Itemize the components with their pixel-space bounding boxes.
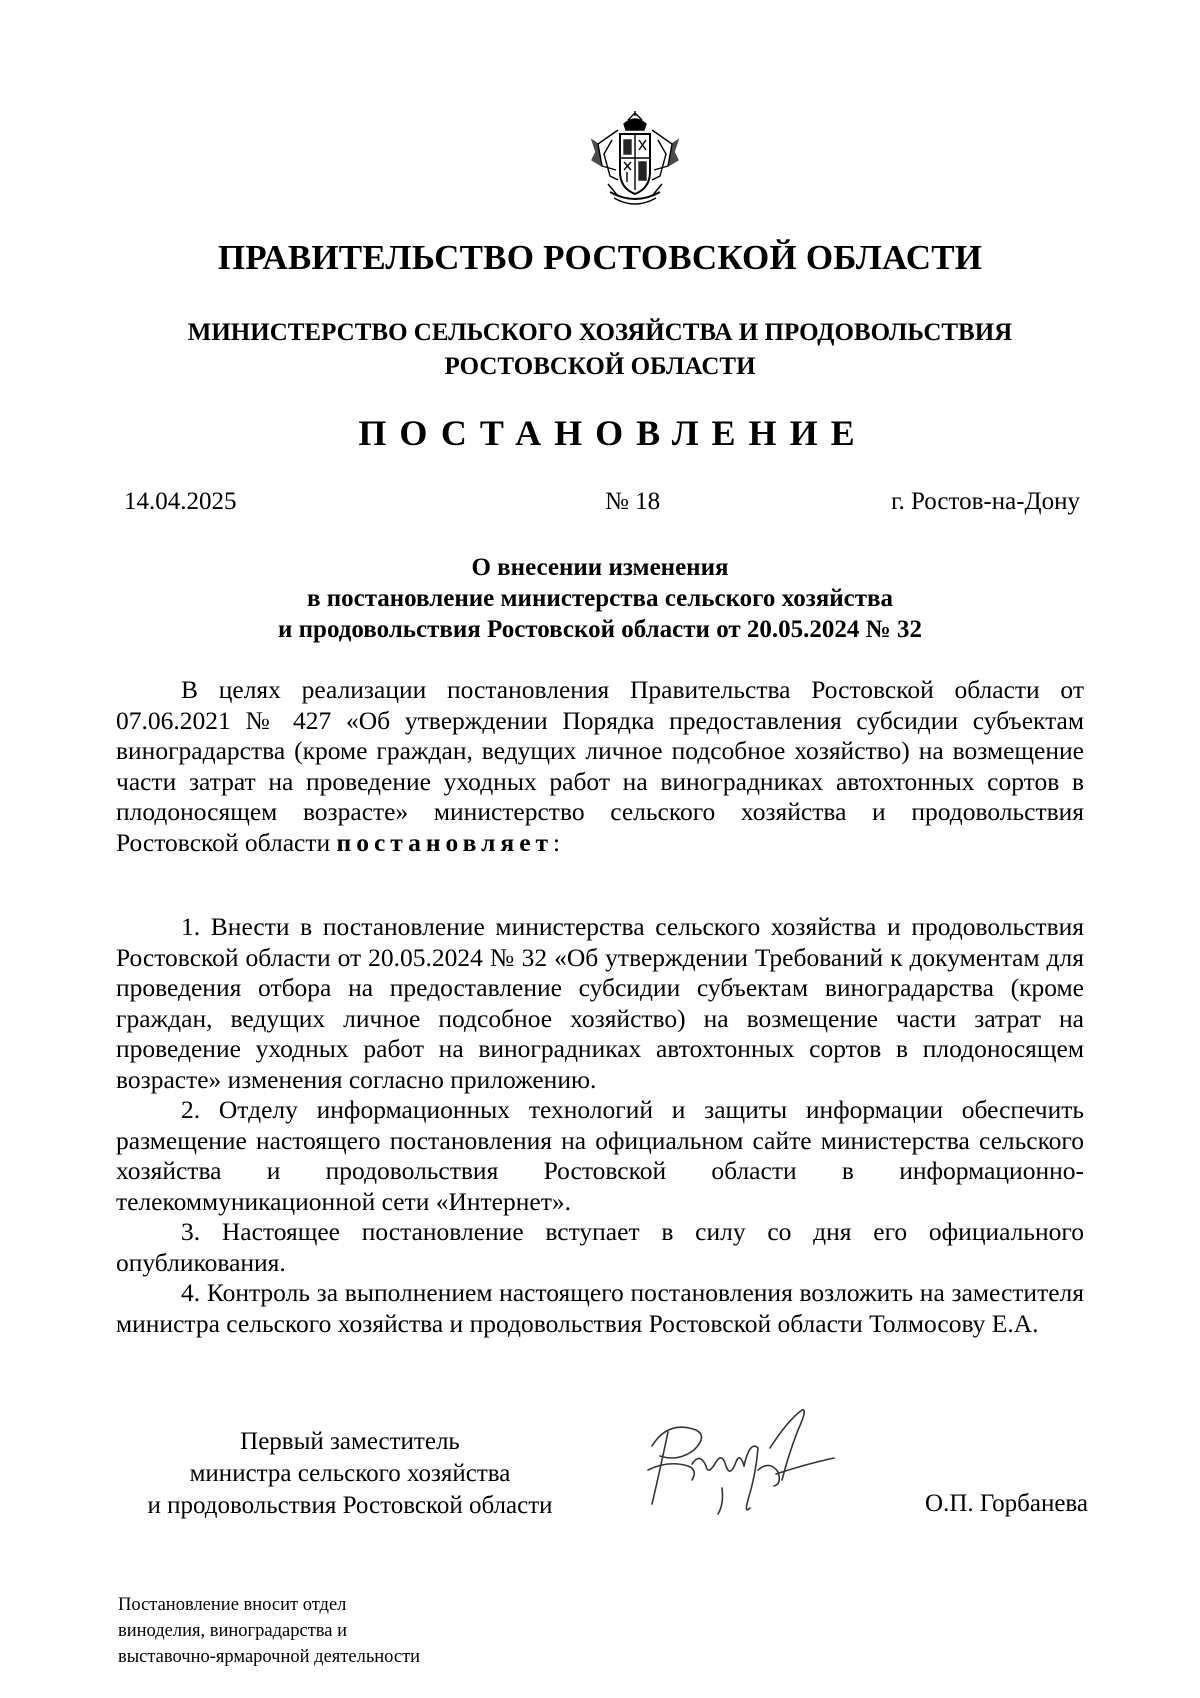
signer-position — [100, 1426, 600, 1522]
document-date: 14.04.2025 — [124, 488, 237, 515]
preamble-colon: : — [553, 827, 561, 857]
subject-line: О внесении изменения — [471, 554, 729, 581]
resolution-item: 1. Внести в постановление министерства сельского хозяйства и продовольствия Ростовской области от 20.05.2024 № 32 «Об утверждении Требований к документам для проведения отбора на предоставление субсидии субъектам виноградарства (кроме граждан, ведущих личное подсобное хозяйство) на возмещение части затрат на проведение уходных работ на виноградниках автохтонных сортов в плодоносящем возрасте» изменения согласно приложению. — [116, 912, 1084, 1094]
submitted-by-line: Постановление вносит отдел — [118, 1595, 347, 1615]
subject-line: и продовольствия Ростовской области от 20.05.2024 № 32 — [277, 616, 923, 643]
subject-line: в постановление министерства сельского хозяйства — [306, 585, 894, 612]
ministry-name-line: МИНИСТЕРСТВО СЕЛЬСКОГО ХОЗЯЙСТВА И ПРОДОВОЛЬСТВИЯ — [187, 319, 1013, 346]
ministry-name — [0, 316, 1200, 384]
handwritten-signature-icon — [638, 1400, 848, 1530]
document-subject — [0, 552, 1200, 645]
resolution-items — [116, 912, 1084, 1339]
signer-position-line: Первый заместитель — [240, 1428, 460, 1455]
preamble — [116, 675, 1084, 858]
signer-position-line: министра сельского хозяйства — [189, 1460, 511, 1487]
signer-position-line: и продовольствия Ростовской области — [147, 1492, 553, 1519]
resolution-item: 4. Контроль за выполнением настоящего постановления возложить на заместителя министра сельского хозяйства и продовольствия Ростовской области Толмосову Е.А. — [116, 1278, 1084, 1338]
government-title: ПРАВИТЕЛЬСТВО РОСТОВСКОЙ ОБЛАСТИ — [217, 238, 983, 277]
document-number: № 18 — [605, 488, 661, 515]
resolution-item: 3. Настоящее постановление вступает в силу со дня его официального опубликования. — [116, 1217, 1084, 1277]
preamble-text: В целях реализации постановления Правительства Ростовской области от 07.06.2021 № 427 «Об утверждении Порядка предоставления субсидии субъектам виноградарства (кроме граждан, ведущих личное подсобное хозяйство) на возмещение части затрат на проведение уходных работ на виноградниках автохтонных сортов в плодоносящем возрасте» министерство сельского хозяйства и продовольствия Ростовской области — [116, 675, 1084, 857]
signer-name: О.П. Горбанева — [925, 1490, 1088, 1517]
submitted-by-line: выставочно-ярмарочной деятельности — [118, 1647, 421, 1667]
submitted-by-line: виноделия, виноградарства и — [118, 1621, 348, 1641]
resolves-word: постановляет — [336, 827, 554, 857]
submitted-by-note — [118, 1592, 420, 1670]
rostov-oblast-coat-of-arms-icon — [588, 110, 682, 210]
document-type: ПОСТАНОВЛЕНИЕ — [358, 413, 868, 453]
ministry-name-line: РОСТОВСКОЙ ОБЛАСТИ — [444, 353, 756, 380]
resolution-item: 2. Отделу информационных технологий и защиты информации обеспечить размещение настоящего постановления на официальном сайте министерства сельского хозяйства и продовольствия Ростовской области в информационно-телекоммуникационной сети «Интернет». — [116, 1095, 1084, 1216]
document-city: г. Ростов-на-Дону — [891, 488, 1080, 515]
